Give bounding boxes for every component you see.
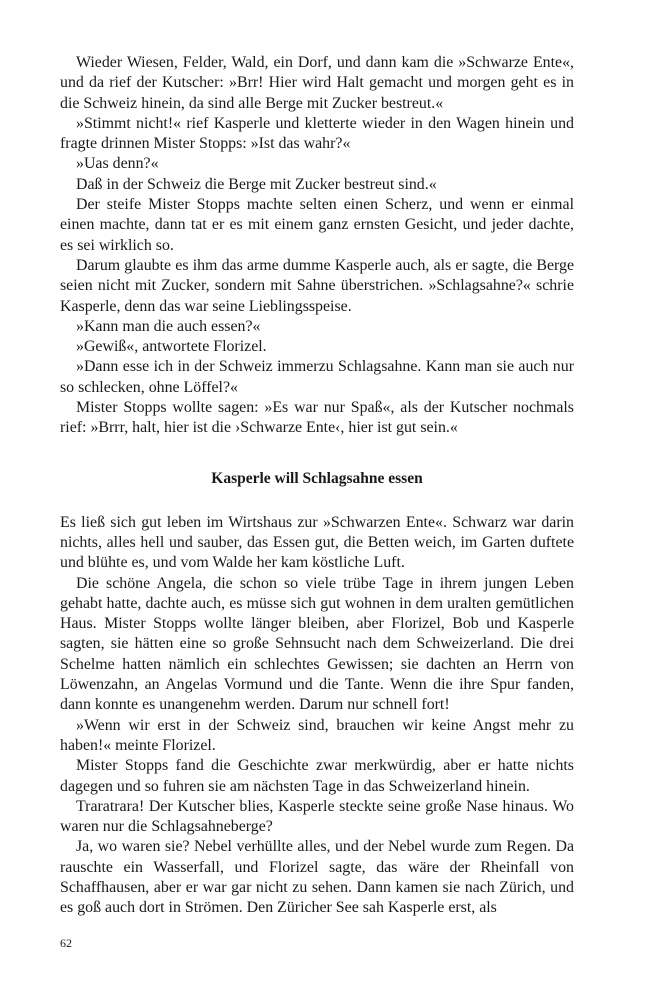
paragraph: Daß in der Schweiz die Berge mit Zucker bestreut sind.« bbox=[76, 175, 437, 193]
paragraph: »Wenn wir erst in der Schweiz sind, brauchen wir keine Angst mehr zu haben!« meinte Florizel. bbox=[60, 716, 574, 754]
paragraph: Mister Stopps fand die Geschichte zwar merkwürdig, aber er hatte nichts dagegen und so fuhren sie am nächsten Tage in das Schweizerland hinein. bbox=[60, 757, 574, 795]
paragraph: »Uas denn?« bbox=[76, 155, 159, 173]
paragraph: Traratrara! Der Kutscher blies, Kasperle steckte seine große Nase hinaus. Wo waren nur die Schlagsahneberge? bbox=[60, 797, 574, 836]
paragraph: »Dann esse ich in der Schweiz immerzu Schlagsahne. Kann man sie auch nur so schlecken, ohne Löffel?« bbox=[60, 358, 574, 396]
paragraph: Die schöne Angela, die schon so viele trübe Tage in ihrem jungen Leben gehabt hatte, dachte auch, es müsse sich gut wohnen in dem uralten gemütlichen Haus. Mister Stopps wollte länger bleiben, aber Florizel, Bob und Kasperle sagten, sie hätten eine so große Sehnsucht nach dem Schweizerland. Die drei Schelme hatten nämlich ein schlechtes Gewissen; sie dachten an Herrn von Löwenzahn, an Angelas Vormund und die Tante. Wenn die ihre Spur fanden, dann konnte es unangenehm werden. Darum nur schnell fort! bbox=[60, 574, 574, 714]
paragraph: Mister Stopps wollte sagen: »Es war nur Spaß«, als der Kutscher nochmals rief: »Brrr, halt, hier ist die ›Schwarze Ente‹, hier ist gut sein.« bbox=[60, 399, 574, 437]
chapter-heading: Kasperle will Schlagsahne essen bbox=[211, 469, 423, 487]
paragraph: »Kann man die auch essen?« bbox=[76, 317, 261, 335]
paragraph: »Gewiß«, antwortete Florizel. bbox=[76, 338, 267, 356]
paragraph: Ja, wo waren sie? Nebel verhüllte alles, und der Nebel wurde zum Regen. Da rauschte ein Wasserfall, und Florizel sagte, das wäre der Rheinfall von Schaffhausen, aber er war gar nicht zu sehen. Dann kamen sie nach Zürich, und es goß auch dort in Strömen. Den Züricher See sah Kasperle erst, als bbox=[60, 838, 574, 917]
paragraph: Es ließ sich gut leben im Wirtshaus zur »Schwarzen Ente«. Schwarz war darin nichts, alles hell und sauber, das Essen gut, die Betten weich, im Garten duftete und blühte es, und vom Walde her kam köstliche Luft. bbox=[60, 513, 574, 572]
book-page bbox=[60, 53, 574, 919]
paragraph: Wieder Wiesen, Felder, Wald, ein Dorf, und dann kam die »Schwarze Ente«, und da rief der Kutscher: »Brr! Hier wird Halt gemacht und morgen geht es in die Schweiz hinein, da sind alle Berge mit Zucker bestreut.« bbox=[60, 54, 574, 112]
paragraph: Darum glaubte es ihm das arme dumme Kasperle auch, als er sagte, die Berge seien nicht mit Zucker, sondern mit Sahne überstrichen. »Schlagsahne?« schrie Kasperle, denn das war seine Lieblingsspeise. bbox=[60, 256, 574, 315]
paragraph: »Stimmt nicht!« rief Kasperle und kletterte wieder in den Wagen hinein und fragte drinnen Mister Stopps: »Ist das wahr?« bbox=[60, 114, 574, 153]
page-number: 62 bbox=[60, 936, 72, 950]
paragraph: Der steife Mister Stopps machte selten einen Scherz, und wenn er einmal einen machte, dann tat er es mit einem ganz ernsten Gesicht, und jeder dachte, es sei wirklich so. bbox=[60, 196, 574, 254]
